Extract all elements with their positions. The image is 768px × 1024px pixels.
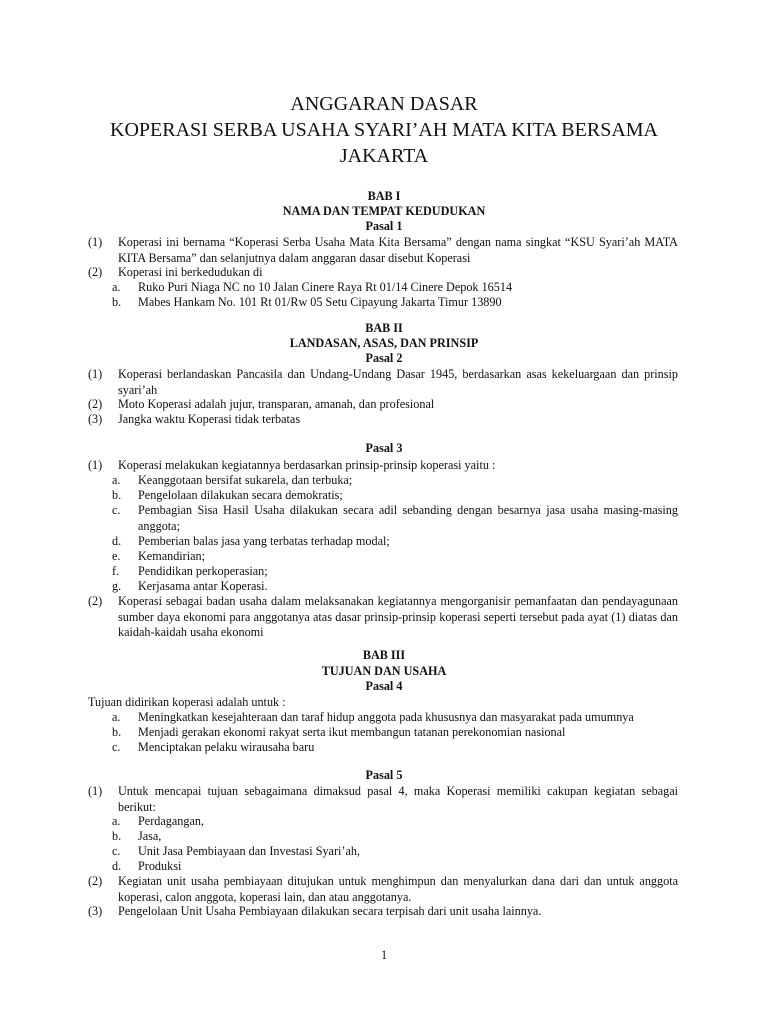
sub-text: Pendidikan perkoperasian; xyxy=(138,564,268,578)
item-number: (1) xyxy=(88,235,103,249)
sub-text: Ruko Puri Niaga NC no 10 Jalan Cinere Raya Rt 01/14 Cinere Depok 16514 xyxy=(138,280,513,294)
pasal4-title: Pasal 4 xyxy=(365,679,403,693)
sub-text: Menjadi gerakan ekonomi rakyat serta ikut membangun tatanan perekonomian nasional xyxy=(138,725,566,739)
sub-letter: a. xyxy=(112,710,121,724)
pasal4-intro: Tujuan didirikan koperasi adalah untuk : xyxy=(88,695,286,709)
sub-text: Meningkatkan kesejahteraan dan taraf hidup anggota pada khususnya dan masyarakat pada umumnya xyxy=(138,710,634,724)
pasal5-title: Pasal 5 xyxy=(365,768,403,782)
item-text: Koperasi ini bernama “Koperasi Serba Usaha Mata Kita Bersama” dengan nama singkat “KSU Syari’ah MATA KITA Bersama” dan selanjutnya dalam anggaran dasar disebut Koperasi xyxy=(118,235,678,265)
pasal1-title: Pasal 1 xyxy=(365,219,403,233)
item-number: (3) xyxy=(88,904,103,918)
sub-letter: f. xyxy=(112,564,120,578)
sub-letter: c. xyxy=(112,844,121,858)
item-number: (2) xyxy=(88,874,103,888)
pasal2-title: Pasal 2 xyxy=(365,351,403,365)
sub-letter: a. xyxy=(112,814,121,828)
item-text: Kegiatan unit usaha pembiayaan ditujukan untuk menghimpun dan menyalurkan dana dari dan untuk anggota koperasi, calon anggota, koperasi lain, dan atau anggotanya. xyxy=(118,874,678,904)
sub-text: Menciptakan pelaku wirausaha baru xyxy=(138,740,315,754)
sub-text: Produksi xyxy=(138,859,182,873)
sub-letter: c. xyxy=(112,503,121,517)
sub-text: Pembagian Sisa Hasil Usaha dilakukan secara adil sebanding dengan besarnya jasa usaha masing-masing anggota; xyxy=(138,503,678,533)
sub-text: Unit Jasa Pembiayaan dan Investasi Syari’ah, xyxy=(138,844,361,858)
sub-text: Mabes Hankam No. 101 Rt 01/Rw 05 Setu Cipayung Jakarta Timur 13890 xyxy=(138,295,502,309)
sub-letter: e. xyxy=(112,549,121,563)
item-text: Untuk mencapai tujuan sebagaimana dimaksud pasal 4, maka Koperasi memiliki cakupan kegiatan sebagai berikut: xyxy=(118,784,678,814)
item-number: (1) xyxy=(88,367,103,381)
bab1-heading: BAB I xyxy=(367,189,401,203)
page-number: 1 xyxy=(380,948,388,962)
item-number: (3) xyxy=(88,412,103,426)
bab2-name: LANDASAN, ASAS, DAN PRINSIP xyxy=(289,336,479,350)
item-number: (2) xyxy=(88,594,103,608)
sub-letter: d. xyxy=(112,859,122,873)
sub-text: Pemberian balas jasa yang terbatas terhadap modal; xyxy=(138,534,390,548)
sub-letter: c. xyxy=(112,740,121,754)
pasal3-title: Pasal 3 xyxy=(365,441,403,455)
sub-text: Jasa, xyxy=(138,829,162,843)
sub-letter: g. xyxy=(112,579,122,593)
sub-letter: a. xyxy=(112,473,121,487)
bab2-heading: BAB II xyxy=(365,321,403,335)
sub-text: Pengelolaan dilakukan secara demokratis; xyxy=(138,488,343,502)
bab3-heading: BAB III xyxy=(362,648,406,662)
sub-letter: d. xyxy=(112,534,122,548)
bab1-name: NAMA DAN TEMPAT KEDUDUKAN xyxy=(282,204,486,218)
item-text: Koperasi ini berkedudukan di xyxy=(118,265,263,279)
sub-letter: b. xyxy=(112,725,122,739)
item-text: Moto Koperasi adalah jujur, transparan, amanah, dan profesional xyxy=(118,397,435,411)
item-number: (1) xyxy=(88,784,103,798)
bab3-name: TUJUAN DAN USAHA xyxy=(321,664,447,678)
sub-text: Keanggotaan bersifat sukarela, dan terbuka; xyxy=(138,473,353,487)
document-title-line3: JAKARTA xyxy=(339,145,429,167)
document-title-line1: ANGGARAN DASAR xyxy=(290,93,478,115)
sub-text: Kemandirian; xyxy=(138,549,206,563)
sub-text: Perdagangan, xyxy=(138,814,204,828)
item-text: Koperasi melakukan kegiatannya berdasarkan prinsip-prinsip koperasi yaitu : xyxy=(118,458,496,472)
sub-text: Kerjasama antar Koperasi. xyxy=(138,579,268,593)
sub-letter: b. xyxy=(112,295,122,309)
sub-letter: b. xyxy=(112,488,122,502)
item-number: (2) xyxy=(88,265,103,279)
sub-letter: a. xyxy=(112,280,121,294)
item-text: Koperasi berlandaskan Pancasila dan Undang-Undang Dasar 1945, berdasarkan asas kekeluargaan dan prinsip syari’ah xyxy=(118,367,678,397)
sub-letter: b. xyxy=(112,829,122,843)
item-number: (1) xyxy=(88,458,103,472)
item-text: Koperasi sebagai badan usaha dalam melaksanakan kegiatannya mengorganisir pemanfaatan dan pendayagunaan sumber daya ekonomi para anggotanya atas dasar prinsip-prinsip koperasi seperti tersebut pada ayat (1) diatas dan kaidah-kaidah usaha ekonomi xyxy=(118,594,678,640)
item-text: Pengelolaan Unit Usaha Pembiayaan dilakukan secara terpisah dari unit usaha lainnya. xyxy=(118,904,542,918)
item-number: (2) xyxy=(88,397,103,411)
item-text: Jangka waktu Koperasi tidak terbatas xyxy=(118,412,301,426)
document-title-line2: KOPERASI SERBA USAHA SYARI’AH MATA KITA BERSAMA xyxy=(110,119,658,141)
